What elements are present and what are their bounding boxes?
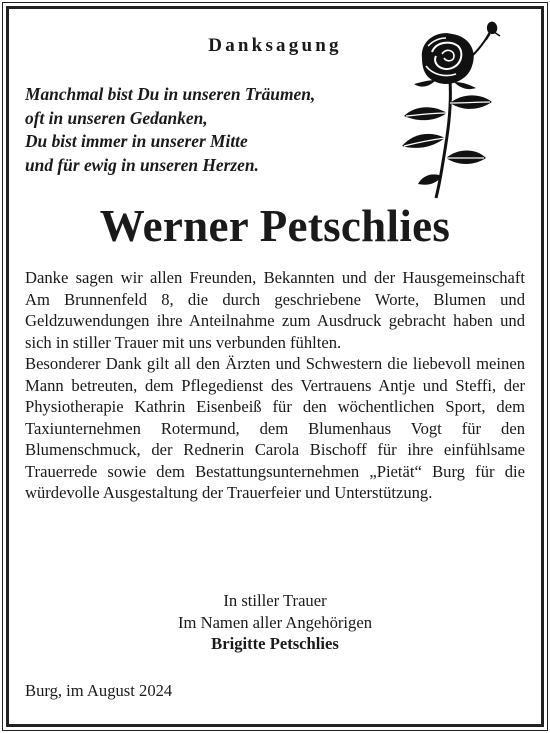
closing-line: In stiller Trauer xyxy=(223,591,327,610)
notice-heading: Danksagung xyxy=(208,35,342,56)
poem xyxy=(25,83,385,177)
place-date: Burg, im August 2024 xyxy=(25,681,173,700)
poem-line: Manchmal bist Du in unseren Träumen, xyxy=(25,84,316,104)
poem-line: Du bist immer in unserer Mitte xyxy=(25,131,248,151)
signer-name: Brigitte Petschlies xyxy=(211,634,339,653)
thanks-paragraph: Besonderer Dank gilt all den Ärzten und Schwestern die liebevoll meinen Mann betreuten, dem Pflegedienst des Vertrauens Antje und Steffi, der Physiotherapie Kathrin Eisenbeiß für den wöchentlichen Sport, dem Taxiunternehmen Rotermund, dem Blumenhaus Vogt für den Blumenschmuck, der Rednerin Carola Bischoff für ihre einfühlsame Trauerrede sowie dem Bestattungsunternehmen „Pietät“ Burg für die würdevolle Ausgestaltung der Trauerfeier und Unterstützung. xyxy=(25,354,525,502)
deceased-name: Werner Petschlies xyxy=(99,201,451,251)
rose-icon xyxy=(392,18,504,200)
poem-line: oft in unseren Gedanken, xyxy=(25,107,208,128)
closing-line: Im Namen aller Angehörigen xyxy=(178,612,372,632)
closing-block xyxy=(0,590,550,655)
poem-line: und für ewig in unseren Herzen. xyxy=(25,154,259,175)
thanks-text xyxy=(25,267,525,504)
thanks-paragraph: Danke sagen wir allen Freunden, Bekannten und der Hausgemeinschaft Am Brunnenfeld 8, die durch geschriebene Worte, Blumen und Geldzuwendungen ihre Anteilnahme zum Ausdruck gebracht haben und sich in stiller Trauer mit uns verbunden fühlten. xyxy=(25,268,525,352)
